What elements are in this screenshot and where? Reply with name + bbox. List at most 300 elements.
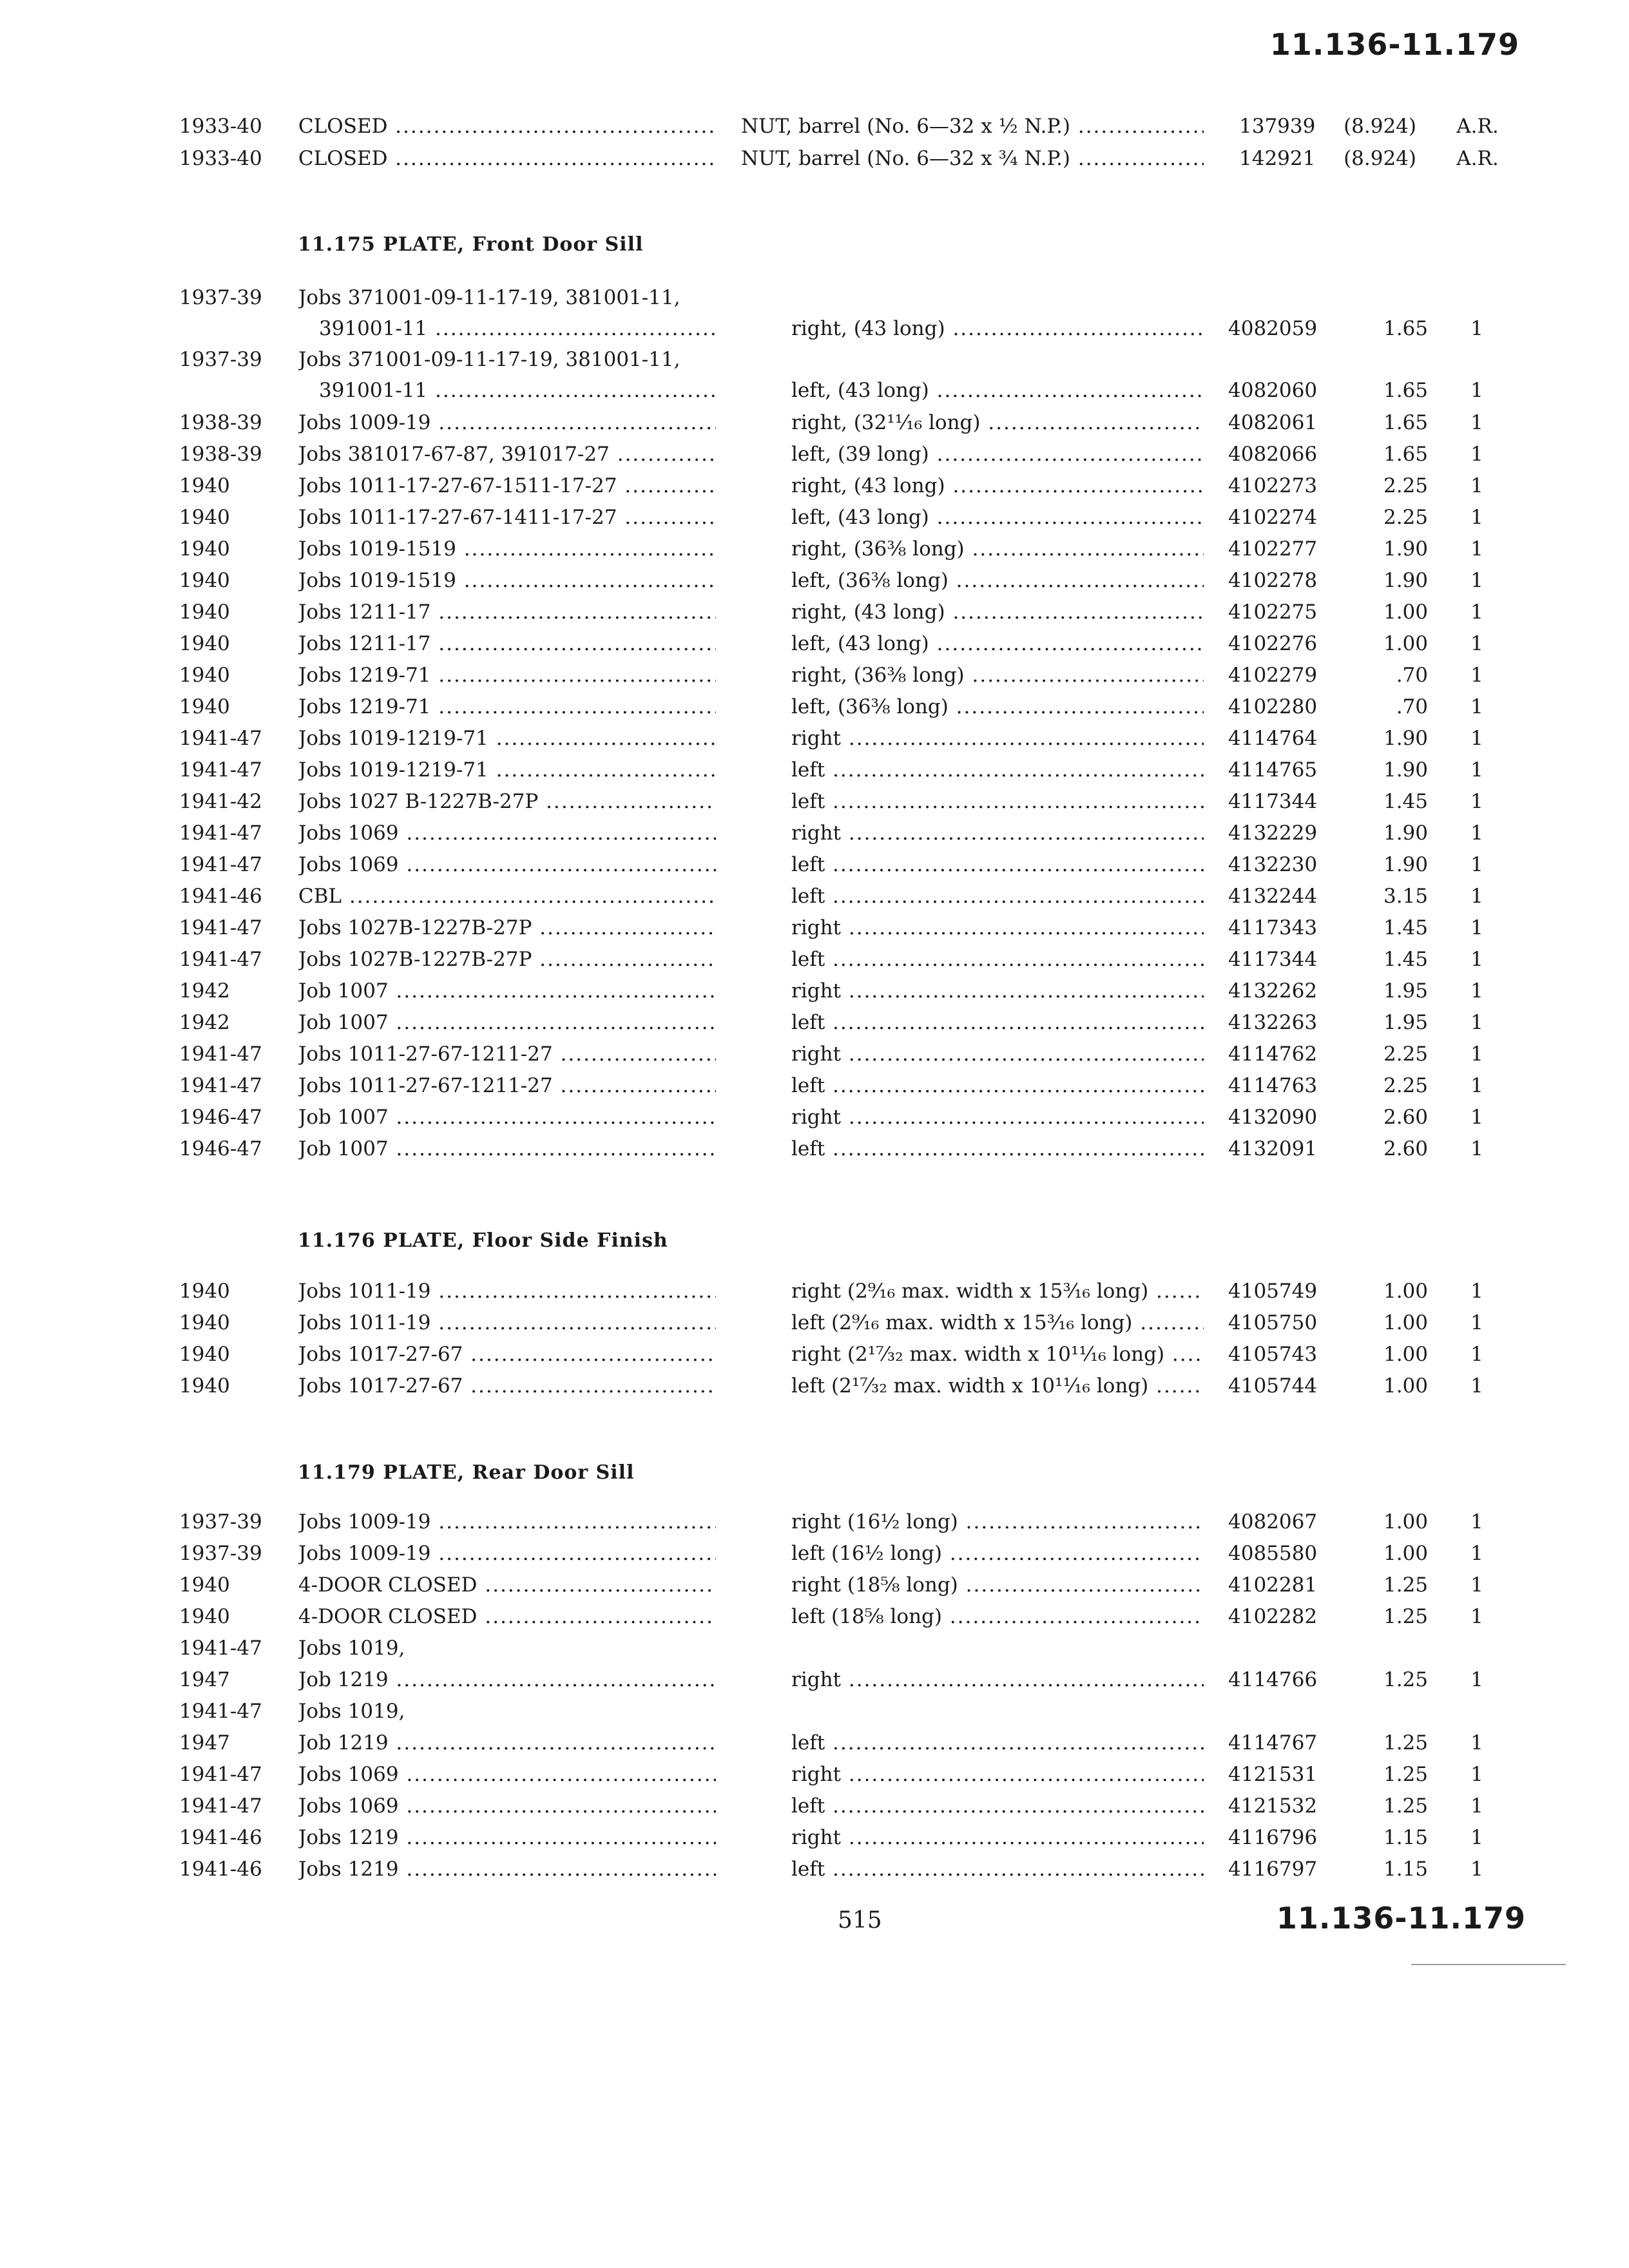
quantity: 1 [1470, 1573, 1483, 1597]
year-range: 1942 [179, 1011, 230, 1034]
part-number: 4082059 [1228, 317, 1318, 340]
part-description: left ..... [791, 786, 1204, 817]
table-row [0, 975, 1629, 1006]
part-description: left (18⅝ long) ..... [791, 1601, 1204, 1632]
year-range: 1937-39 [179, 1510, 262, 1533]
job-numbers: Jobs 1069 ..... [298, 818, 716, 849]
part-description: left, (43 long) ..... [791, 375, 1204, 406]
year-range: 1940 [179, 664, 230, 687]
quantity: 1 [1470, 1731, 1483, 1754]
part-description: left, (36⅜ long) ..... [791, 691, 1204, 722]
job-numbers: Job 1007 ..... [298, 1102, 716, 1133]
job-numbers: Jobs 381017-67-87, 391017-27 ..... [298, 439, 716, 470]
table-row [0, 1791, 1629, 1821]
quantity: A.R. [1456, 147, 1499, 170]
year-range: 1940 [179, 537, 230, 561]
year-range: 1940 [179, 1280, 230, 1303]
part-description: left (16½ long) ..... [791, 1538, 1204, 1569]
quantity: 1 [1470, 1074, 1483, 1097]
year-range: 1941-47 [179, 948, 262, 971]
price: 1.00 [1383, 1542, 1428, 1565]
quantity: 1 [1470, 664, 1483, 687]
table-row [0, 1007, 1629, 1038]
table-row [0, 723, 1629, 754]
table-row [0, 818, 1629, 849]
quantity: 1 [1470, 758, 1483, 782]
year-range: 1941-46 [179, 1858, 262, 1881]
year-range: 1940 [179, 569, 230, 592]
quantity: 1 [1470, 537, 1483, 561]
part-description: right (2⁹⁄₁₆ max. width x 15³⁄₁₆ long) ..... [791, 1276, 1204, 1307]
table-row [0, 407, 1629, 438]
table-row [0, 597, 1629, 628]
job-numbers: Jobs 1219-71 ..... [298, 691, 716, 722]
price: 1.25 [1383, 1731, 1428, 1754]
job-numbers: Jobs 1019, [298, 1637, 405, 1660]
year-range: 1937-39 [179, 286, 262, 309]
table-row [0, 1633, 1629, 1664]
part-description: left ..... [791, 1133, 1204, 1164]
price: 1.90 [1383, 537, 1428, 561]
table-row [0, 754, 1629, 785]
table-row [0, 1039, 1629, 1070]
year-range: 1941-47 [179, 853, 262, 876]
price: .70 [1396, 664, 1428, 687]
job-numbers: Jobs 1017-27-67 ..... [298, 1339, 716, 1370]
price: 1.90 [1383, 758, 1428, 782]
quantity: 1 [1470, 632, 1483, 655]
part-number: 4105744 [1228, 1374, 1318, 1398]
table-row [0, 282, 1629, 313]
quantity: 1 [1470, 1043, 1483, 1066]
part-description: right, (36⅜ long) ..... [791, 660, 1204, 691]
part-number: 4085580 [1228, 1542, 1318, 1565]
part-number: 4102278 [1228, 569, 1318, 592]
table-row [0, 849, 1629, 880]
part-description: left, (39 long) ..... [791, 439, 1204, 470]
part-number: 4102282 [1228, 1605, 1318, 1628]
quantity: 1 [1470, 411, 1483, 434]
part-number: 4114764 [1228, 727, 1318, 750]
year-range: 1947 [179, 1731, 230, 1754]
part-description: right ..... [791, 1039, 1204, 1070]
table-row [0, 1102, 1629, 1133]
table-row [0, 912, 1629, 943]
price: 2.25 [1383, 474, 1428, 497]
section-title: 11.175 PLATE, Front Door Sill [298, 233, 644, 256]
table-row [0, 1276, 1629, 1307]
part-number: 4132230 [1228, 853, 1318, 876]
price: 1.90 [1383, 822, 1428, 845]
part-number: 4114762 [1228, 1043, 1318, 1066]
year-range: 1940 [179, 632, 230, 655]
year-range: 1941-47 [179, 1700, 262, 1723]
table-row [0, 1696, 1629, 1727]
part-description: right, (32¹¹⁄₁₆ long) ..... [791, 407, 1204, 438]
job-numbers: Jobs 1009-19 ..... [298, 1538, 716, 1569]
price: 1.65 [1383, 379, 1428, 402]
job-numbers: Jobs 1011-19 ..... [298, 1276, 716, 1307]
part-number: 4105750 [1228, 1311, 1318, 1334]
table-row [0, 660, 1629, 691]
part-description: left, (43 long) ..... [791, 628, 1204, 659]
section-title: 11.176 PLATE, Floor Side Finish [298, 1229, 668, 1252]
job-numbers: Jobs 1027B-1227B-27P ..... [298, 912, 716, 943]
price: 2.25 [1383, 1043, 1428, 1066]
quantity: 1 [1470, 822, 1483, 845]
table-row [0, 111, 1629, 142]
price: 1.25 [1383, 1573, 1428, 1597]
price: 1.00 [1383, 601, 1428, 624]
year-range: 1941-47 [179, 1043, 262, 1066]
price: 1.00 [1383, 632, 1428, 655]
table-row [0, 1506, 1629, 1537]
job-numbers: Jobs 1069 ..... [298, 1759, 716, 1790]
part-number: 4082067 [1228, 1510, 1318, 1533]
part-number: 4116796 [1228, 1826, 1318, 1849]
price: 2.25 [1383, 1074, 1428, 1097]
part-number: 4102277 [1228, 537, 1318, 561]
job-numbers: Job 1007 ..... [298, 975, 716, 1006]
table-row [0, 1759, 1629, 1790]
table-row [0, 1664, 1629, 1695]
quantity: 1 [1470, 379, 1483, 402]
year-range: 1940 [179, 1605, 230, 1628]
part-number: 4117343 [1228, 916, 1318, 939]
price: 2.25 [1383, 506, 1428, 529]
job-numbers: CLOSED ..... [298, 111, 716, 142]
part-description: right ..... [791, 723, 1204, 754]
price: .70 [1396, 695, 1428, 718]
year-range: 1937-39 [179, 348, 262, 371]
price: 1.65 [1383, 443, 1428, 466]
part-description: right (18⅝ long) ..... [791, 1570, 1204, 1600]
quantity: 1 [1470, 1106, 1483, 1129]
quantity: 1 [1470, 1542, 1483, 1565]
section-title: 11.179 PLATE, Rear Door Sill [298, 1461, 635, 1484]
part-number: 4102280 [1228, 695, 1318, 718]
price: 1.00 [1383, 1280, 1428, 1303]
quantity: 1 [1470, 601, 1483, 624]
part-number: 4132262 [1228, 979, 1318, 1003]
price: 2.60 [1383, 1106, 1428, 1129]
year-range: 1941-46 [179, 885, 262, 908]
quantity: 1 [1470, 1510, 1483, 1533]
part-description: left ..... [791, 754, 1204, 785]
part-description: left ..... [791, 944, 1204, 975]
part-description: left ..... [791, 849, 1204, 880]
price: 1.00 [1383, 1311, 1428, 1334]
part-description: left ..... [791, 1007, 1204, 1038]
year-range: 1940 [179, 601, 230, 624]
table-row [0, 1133, 1629, 1164]
price: 1.15 [1383, 1826, 1428, 1849]
quantity: 1 [1470, 790, 1483, 813]
year-range: 1933-40 [179, 147, 262, 170]
part-description: right (2¹⁷⁄₃₂ max. width x 10¹¹⁄₁₆ long) ..... [791, 1339, 1204, 1370]
year-range: 1941-47 [179, 727, 262, 750]
price: 3.15 [1383, 885, 1428, 908]
part-description: right ..... [791, 1664, 1204, 1695]
quantity: 1 [1470, 1826, 1483, 1849]
price: 2.60 [1383, 1137, 1428, 1160]
job-numbers: Job 1007 ..... [298, 1007, 716, 1038]
year-range: 1947 [179, 1668, 230, 1691]
job-numbers: 391001-11 ..... [319, 375, 716, 406]
job-numbers: 4-DOOR CLOSED ..... [298, 1601, 716, 1632]
job-numbers: Jobs 371001-09-11-17-19, 381001-11, [298, 286, 680, 309]
job-numbers: Jobs 1009-19 ..... [298, 1506, 716, 1537]
table-row [0, 786, 1629, 817]
part-description: right, (43 long) ..... [791, 313, 1204, 344]
part-number: 137939 [1239, 115, 1316, 138]
price: 1.65 [1383, 317, 1428, 340]
year-range: 1942 [179, 979, 230, 1003]
part-number: 4121532 [1228, 1794, 1318, 1818]
quantity: 1 [1470, 506, 1483, 529]
part-number: 4117344 [1228, 948, 1318, 971]
job-numbers: Jobs 1069 ..... [298, 1791, 716, 1821]
quantity: 1 [1470, 885, 1483, 908]
table-row [0, 1570, 1629, 1600]
table-row [0, 691, 1629, 722]
quantity: 1 [1470, 569, 1483, 592]
quantity: 1 [1470, 1858, 1483, 1881]
job-numbers: Job 1219 ..... [298, 1664, 716, 1695]
part-number: 4102276 [1228, 632, 1318, 655]
year-range: 1940 [179, 695, 230, 718]
part-number: 4102275 [1228, 601, 1318, 624]
part-number: 4132263 [1228, 1011, 1318, 1034]
part-number: 4082061 [1228, 411, 1318, 434]
part-number: 4102281 [1228, 1573, 1318, 1597]
price: (8.924) [1344, 147, 1416, 170]
quantity: 1 [1470, 317, 1483, 340]
table-row [0, 470, 1629, 501]
year-range: 1940 [179, 506, 230, 529]
part-description: right ..... [791, 1759, 1204, 1790]
part-number: 4114763 [1228, 1074, 1318, 1097]
part-number: 4132244 [1228, 885, 1318, 908]
part-number: 4082066 [1228, 443, 1318, 466]
quantity: 1 [1470, 474, 1483, 497]
price: 1.45 [1383, 916, 1428, 939]
table-row [0, 1854, 1629, 1885]
quantity: 1 [1470, 1280, 1483, 1303]
job-numbers: Jobs 1027B-1227B-27P ..... [298, 944, 716, 975]
job-numbers: Jobs 1011-27-67-1211-27 ..... [298, 1070, 716, 1101]
quantity: 1 [1470, 853, 1483, 876]
year-range: 1941-42 [179, 790, 262, 813]
price: 1.00 [1383, 1510, 1428, 1533]
table-row [0, 1307, 1629, 1338]
price: 1.25 [1383, 1763, 1428, 1786]
job-numbers: Jobs 1069 ..... [298, 849, 716, 880]
part-number: 4117344 [1228, 790, 1318, 813]
part-description: right, (36⅜ long) ..... [791, 533, 1204, 564]
table-row [0, 1339, 1629, 1370]
table-row [0, 344, 1629, 375]
job-numbers: Job 1219 ..... [298, 1727, 716, 1758]
part-description: left (2⁹⁄₁₆ max. width x 15³⁄₁₆ long) ..... [791, 1307, 1204, 1338]
part-description: right, (43 long) ..... [791, 470, 1204, 501]
price: 1.00 [1383, 1374, 1428, 1398]
quantity: 1 [1470, 1605, 1483, 1628]
table-row [0, 881, 1629, 912]
year-range: 1946-47 [179, 1106, 262, 1129]
job-numbers: Jobs 1009-19 ..... [298, 407, 716, 438]
part-number: 4121531 [1228, 1763, 1318, 1786]
job-numbers: Jobs 1219-71 ..... [298, 660, 716, 691]
part-description: right ..... [791, 1102, 1204, 1133]
quantity: 1 [1470, 1794, 1483, 1818]
table-row [0, 1601, 1629, 1632]
part-description: left ..... [791, 881, 1204, 912]
part-number: 4102274 [1228, 506, 1318, 529]
part-number: 4102273 [1228, 474, 1318, 497]
scan-mark [1411, 1964, 1566, 1965]
year-range: 1940 [179, 1311, 230, 1334]
part-description: left (2¹⁷⁄₃₂ max. width x 10¹¹⁄₁₆ long) ..... [791, 1370, 1204, 1401]
price: 1.95 [1383, 979, 1428, 1003]
part-description: left, (43 long) ..... [791, 502, 1204, 533]
table-row [0, 1070, 1629, 1101]
part-description: NUT, barrel (No. 6—32 x ½ N.P.) ..... [741, 111, 1204, 142]
part-description: left ..... [791, 1070, 1204, 1101]
year-range: 1941-47 [179, 1794, 262, 1818]
quantity: 1 [1470, 1763, 1483, 1786]
part-description: right ..... [791, 1822, 1204, 1853]
part-number: 142921 [1239, 147, 1316, 170]
part-description: left ..... [791, 1727, 1204, 1758]
table-row [0, 502, 1629, 533]
job-numbers: Jobs 1019-1219-71 ..... [298, 723, 716, 754]
job-numbers: CBL ..... [298, 881, 716, 912]
page-number: 515 [838, 1907, 882, 1934]
year-range: 1940 [179, 474, 230, 497]
year-range: 1941-47 [179, 758, 262, 782]
part-number: 4114766 [1228, 1668, 1318, 1691]
year-range: 1940 [179, 1343, 230, 1366]
year-range: 1941-47 [179, 1074, 262, 1097]
table-row [0, 533, 1629, 564]
price: 1.25 [1383, 1668, 1428, 1691]
job-numbers: Jobs 1211-17 ..... [298, 628, 716, 659]
part-description: right ..... [791, 912, 1204, 943]
price: (8.924) [1344, 115, 1416, 138]
table-row [0, 1727, 1629, 1758]
table-row [0, 313, 1629, 344]
price: 1.90 [1383, 853, 1428, 876]
job-numbers: Jobs 1019-1519 ..... [298, 533, 716, 564]
price: 1.95 [1383, 1011, 1428, 1034]
part-description: NUT, barrel (No. 6—32 x ¾ N.P.) ..... [741, 143, 1204, 174]
table-row [0, 439, 1629, 470]
price: 1.90 [1383, 727, 1428, 750]
quantity: 1 [1470, 727, 1483, 750]
year-range: 1940 [179, 1374, 230, 1398]
job-numbers: Jobs 1011-17-27-67-1511-17-27 ..... [298, 470, 716, 501]
part-number: 4116797 [1228, 1858, 1318, 1881]
part-description: left ..... [791, 1854, 1204, 1885]
part-number: 4132091 [1228, 1137, 1318, 1160]
job-numbers: Jobs 1017-27-67 ..... [298, 1370, 716, 1401]
part-description: left ..... [791, 1791, 1204, 1821]
job-numbers: Jobs 371001-09-11-17-19, 381001-11, [298, 348, 680, 371]
part-number: 4132229 [1228, 822, 1318, 845]
job-numbers: Job 1007 ..... [298, 1133, 716, 1164]
header-section-range: 11.136-11.179 [1269, 27, 1519, 62]
price: 1.65 [1383, 411, 1428, 434]
job-numbers: Jobs 1011-17-27-67-1411-17-27 ..... [298, 502, 716, 533]
table-row [0, 944, 1629, 975]
year-range: 1938-39 [179, 443, 262, 466]
part-description: left, (36⅜ long) ..... [791, 565, 1204, 596]
table-row [0, 1370, 1629, 1401]
table-row [0, 565, 1629, 596]
part-number: 4105743 [1228, 1343, 1318, 1366]
price: 1.15 [1383, 1858, 1428, 1881]
job-numbers: Jobs 1011-27-67-1211-27 ..... [298, 1039, 716, 1070]
job-numbers: CLOSED ..... [298, 143, 716, 174]
quantity: 1 [1470, 1011, 1483, 1034]
job-numbers: Jobs 1219 ..... [298, 1822, 716, 1853]
job-numbers: Jobs 1027 B-1227B-27P ..... [298, 786, 716, 817]
year-range: 1940 [179, 1573, 230, 1597]
quantity: 1 [1470, 916, 1483, 939]
quantity: 1 [1470, 948, 1483, 971]
price: 1.00 [1383, 1343, 1428, 1366]
job-numbers: Jobs 1211-17 ..... [298, 597, 716, 628]
part-number: 4114767 [1228, 1731, 1318, 1754]
table-row [0, 375, 1629, 406]
year-range: 1941-47 [179, 1637, 262, 1660]
price: 1.25 [1383, 1605, 1428, 1628]
part-description: right (16½ long) ..... [791, 1506, 1204, 1537]
part-description: right, (43 long) ..... [791, 597, 1204, 628]
part-description: right ..... [791, 975, 1204, 1006]
job-numbers: Jobs 1219 ..... [298, 1854, 716, 1885]
year-range: 1941-47 [179, 1763, 262, 1786]
price: 1.25 [1383, 1794, 1428, 1818]
quantity: A.R. [1456, 115, 1499, 138]
job-numbers: Jobs 1019, [298, 1700, 405, 1723]
year-range: 1946-47 [179, 1137, 262, 1160]
price: 1.45 [1383, 948, 1428, 971]
part-number: 4082060 [1228, 379, 1318, 402]
job-numbers: 391001-11 ..... [319, 313, 716, 344]
quantity: 1 [1470, 979, 1483, 1003]
quantity: 1 [1470, 1668, 1483, 1691]
price: 1.45 [1383, 790, 1428, 813]
quantity: 1 [1470, 695, 1483, 718]
job-numbers: 4-DOOR CLOSED ..... [298, 1570, 716, 1600]
year-range: 1941-46 [179, 1826, 262, 1849]
year-range: 1937-39 [179, 1542, 262, 1565]
part-number: 4105749 [1228, 1280, 1318, 1303]
year-range: 1933-40 [179, 115, 262, 138]
quantity: 1 [1470, 1311, 1483, 1334]
part-number: 4114765 [1228, 758, 1318, 782]
year-range: 1938-39 [179, 411, 262, 434]
part-number: 4102279 [1228, 664, 1318, 687]
part-description: right ..... [791, 818, 1204, 849]
table-row [0, 1538, 1629, 1569]
footer-section-range: 11.136-11.179 [1276, 1901, 1526, 1936]
quantity: 1 [1470, 1343, 1483, 1366]
table-row [0, 1822, 1629, 1853]
quantity: 1 [1470, 443, 1483, 466]
